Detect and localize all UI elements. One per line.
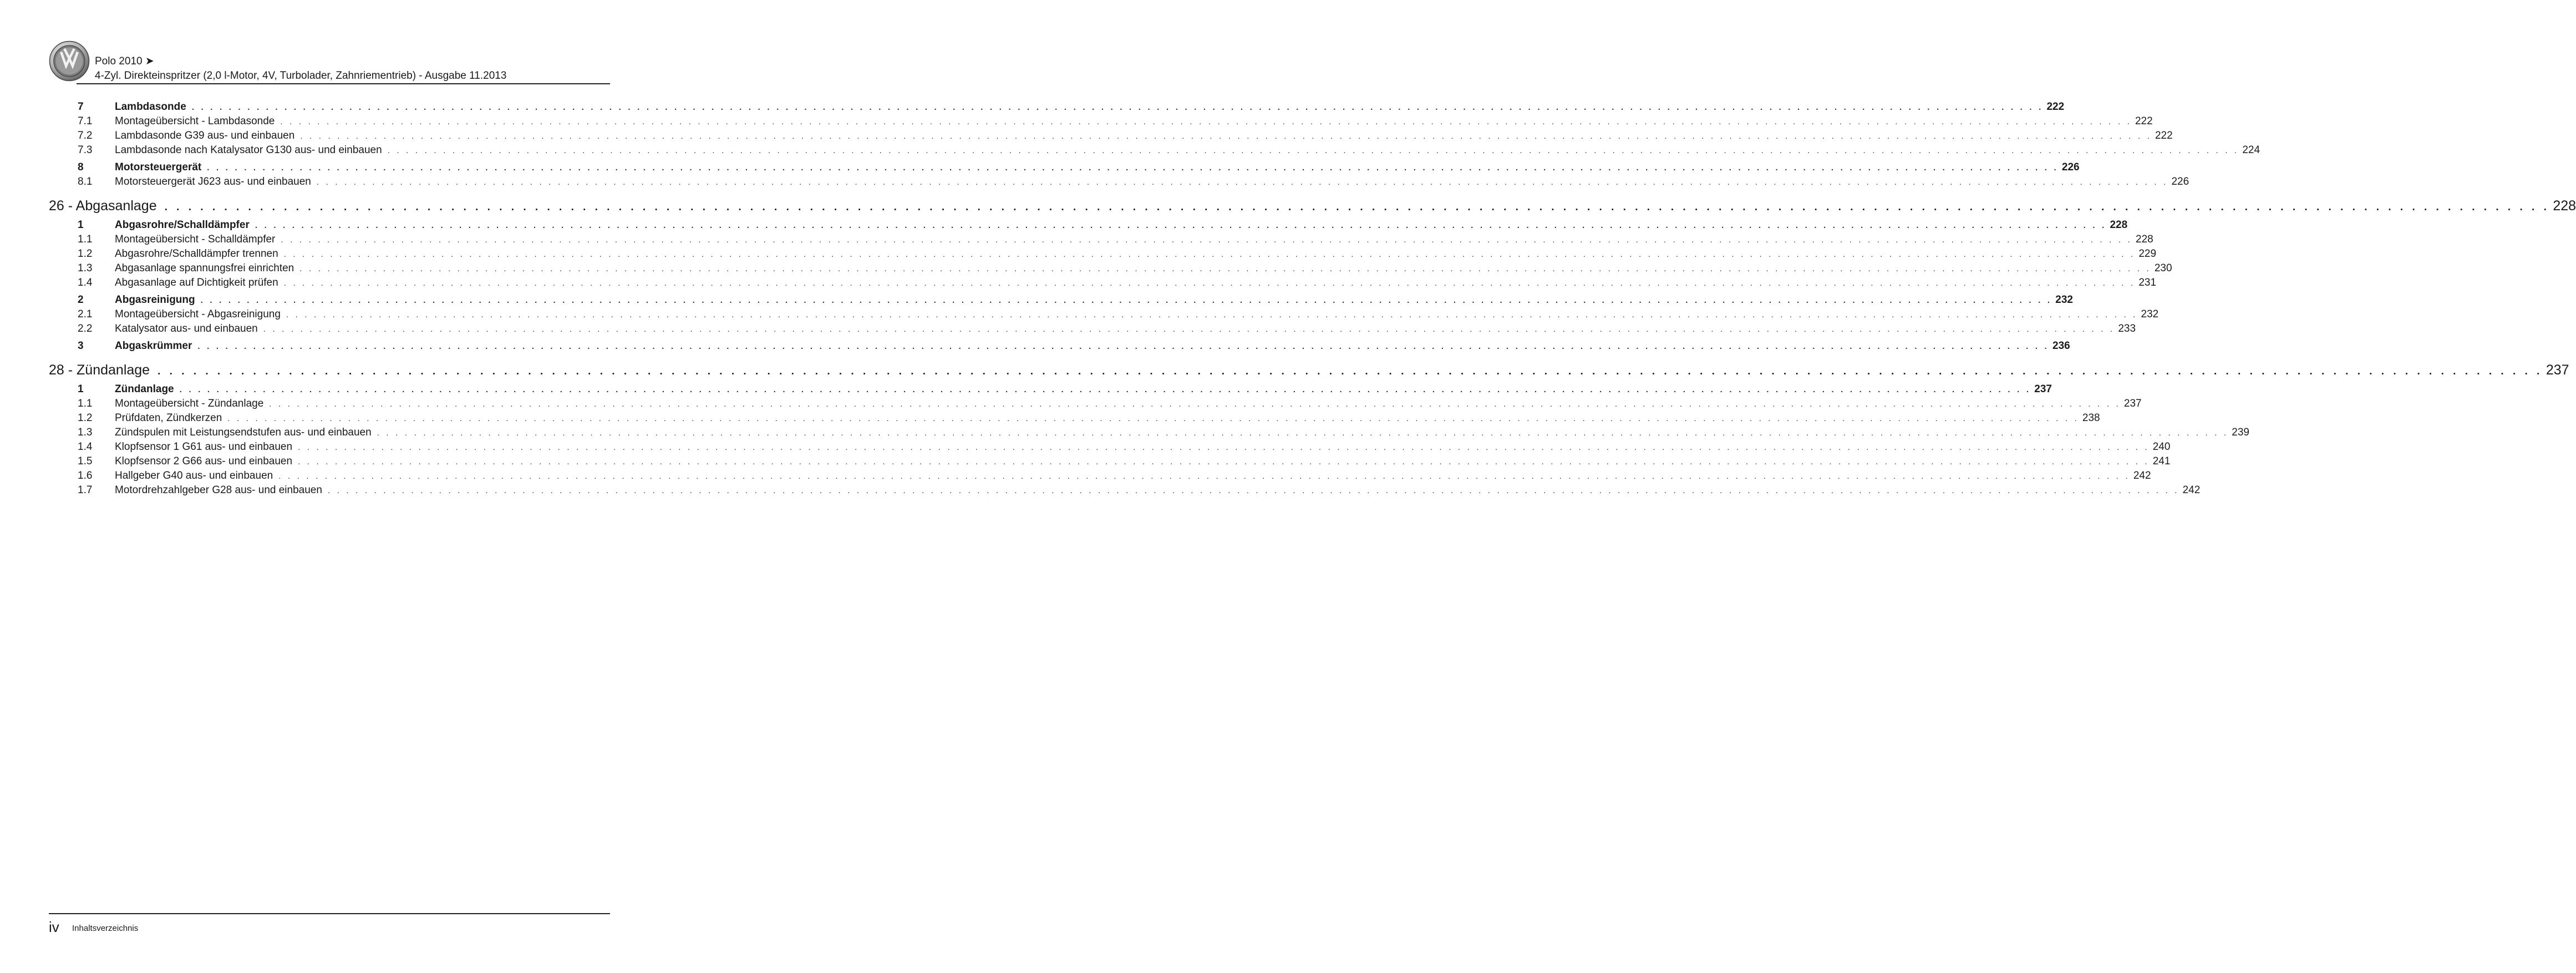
toc-title: Zündspulen mit Leistungsendstufen aus- und einbauen [115, 427, 372, 438]
toc-number: 1.6 [78, 470, 93, 482]
toc-leader: . . . . . . . . . . . . . . . . . . . . . . . . . . . . . . . . . . . . . . . . . . . . . . . . . . . . . . . . . . . . . . . . . . . . . . . . . . . . . . . . . . . . . . . . . . . . . . . . . . . . . . . . . . . . . . . . . . . . . . . . . . . . . . . . . . . . . . . . . . . . . . . . . . . . . . . . . . . . . . . . . . . . . . . . . . . . . . . . . . . . . . . . . . . . . . . . . . . . . . . . [298, 457, 2150, 467]
toc-leader: . . . . . . . . . . . . . . . . . . . . . . . . . . . . . . . . . . . . . . . . . . . . . . . . . . . . . . . . . . . . . . . . . . . . . . . . . . . . . . . . . . . . . . . . . . . . . . . . . . . . . . . . . . . . . . . . . . . . . . . . . . . . . . . . . . . . . . . . . . . . . . . . . . . . . . . . . . . . . . . . . . . . . . . . . . . . . . . . . . . . . . . . . . . . . . . . . . . . . . . . [197, 342, 2050, 351]
toc-number: 2.2 [78, 323, 93, 335]
toc-leader: . . . . . . . . . . . . . . . . . . . . . . . . . . . . . . . . . . . . . . . . . . . . . . . . . . . . . . . . . . . . . . . . . . . . . . . . . . . . . . . . . . . . . . . . . . . . . . . . . . . . . . . . . . . . . . . . . . . . . . . . . . . . . . . . . . . . . . . . . . . . . . . . . . . . . . . . . . . . . . . . . . . . . . . . . . . . . . . . . . . . . . . . . . . . . . . . . . . . . . . . [227, 414, 2079, 423]
toc-entry[interactable] [49, 276, 2157, 290]
toc-section[interactable] [49, 339, 2070, 353]
toc-number: 1.1 [78, 398, 93, 409]
toc-page-number: 228 [2553, 198, 2576, 214]
footer-label: Inhaltsverzeichnis [72, 924, 139, 933]
toc-title: Zündanlage [115, 383, 174, 395]
toc-title: Abgasreinigung [115, 294, 195, 306]
toc-page-number: 228 [2136, 234, 2153, 245]
toc-number: 2.1 [78, 308, 93, 320]
toc-title: Abgasanlage spannungsfrei einrichten [115, 262, 294, 274]
toc-number: 1.2 [78, 248, 93, 260]
header-subtitle: 4-Zyl. Direkteinspritzer (2,0 l-Motor, 4V, Turbolader, Zahnriementrieb) - Ausgabe 11.2013 [95, 70, 507, 82]
toc-page-number: 237 [2123, 398, 2142, 409]
toc-page-number: 229 [2138, 248, 2157, 260]
toc-entry[interactable] [49, 261, 2172, 276]
toc-title: Hallgeber G40 aus- und einbauen [115, 470, 273, 482]
toc-number: 7.1 [78, 115, 93, 127]
toc-title: Abgasanlage auf Dichtigkeit prüfen [115, 277, 278, 288]
toc-page-number: 237 [2034, 383, 2052, 395]
toc-page-number: 237 [2545, 362, 2569, 378]
toc-title: Klopfsensor 2 G66 aus- und einbauen [115, 455, 293, 467]
toc-section[interactable] [49, 382, 2052, 397]
toc-leader: . . . . . . . . . . . . . . . . . . . . . . . . . . . . . . . . . . . . . . . . . . . . . . . . . . . . . . . . . . . . . . . . . . . . . . . . . . . . . . . . . . . . . . . . . . . . . . . . . . . . . . . . . . . . . . . . . . . . . . . . . . . . . . . . . . . . . . . . . . . . . . . . . . . . . . . . . . . . . . . . . . . . . . . . . . . . . . . . . . . . . . . . . . . . . . . . . . . . . . . . [280, 117, 2132, 126]
toc-number: 8 [78, 161, 84, 173]
toc-entry[interactable] [49, 397, 2142, 411]
toc-leader: . . . . . . . . . . . . . . . . . . . . . . . . . . . . . . . . . . . . . . . . . . . . . . . . . . . . . . . . . . . . . . . . . . . . . . . . . . . . . . . . . . . . . . . . . . . . . . . . . . . . . . . . . . . . . . . . . . . . . . . . . . . . . . . . . . . . . . . . . . . . . . . . . . . . . . . . . . . . . . . . . . . . . . . . . . . . . . . . . . . . . . . . . . . . . . . . . . . . . . . . [164, 201, 2550, 213]
toc-page-number: 236 [2052, 340, 2070, 352]
toc-title: Lambdasonde G39 aus- und einbauen [115, 130, 295, 141]
toc-section[interactable] [49, 160, 2080, 175]
toc-leader: . . . . . . . . . . . . . . . . . . . . . . . . . . . . . . . . . . . . . . . . . . . . . . . . . . . . . . . . . . . . . . . . . . . . . . . . . . . . . . . . . . . . . . . . . . . . . . . . . . . . . . . . . . . . . . . . . . . . . . . . . . . . . . . . . . . . . . . . . . . . . . . . . . . . . . . . . . . . . . . . . . . . . . . . . . . . . . . . . . . . . . . . . . . . . . . . . . . . . . . . [207, 163, 2059, 173]
toc-page-number: 222 [2155, 130, 2173, 141]
toc-title: Motorsteuergerät [115, 161, 202, 173]
header-model: Polo 2010 ➤ [95, 55, 154, 67]
toc-section[interactable] [49, 293, 2073, 307]
toc-entry[interactable] [49, 175, 2189, 189]
toc-title: Montageübersicht - Zündanlage [115, 398, 264, 409]
toc-page-number: 232 [2141, 308, 2159, 320]
toc-page-number: 241 [2152, 455, 2171, 467]
toc-number: 1.4 [78, 441, 93, 453]
toc-title: Klopfsensor 1 G61 aus- und einbauen [115, 441, 293, 453]
toc-leader: . . . . . . . . . . . . . . . . . . . . . . . . . . . . . . . . . . . . . . . . . . . . . . . . . . . . . . . . . . . . . . . . . . . . . . . . . . . . . . . . . . . . . . . . . . . . . . . . . . . . . . . . . . . . . . . . . . . . . . . . . . . . . . . . . . . . . . . . . . . . . . . . . . . . . . . . . . . . . . . . . . . . . . . . . . . . . . . . . . . . . . . . . . . . . . . . . . . . . . . . [300, 131, 2152, 141]
toc-leader: . . . . . . . . . . . . . . . . . . . . . . . . . . . . . . . . . . . . . . . . . . . . . . . . . . . . . . . . . . . . . . . . . . . . . . . . . . . . . . . . . . . . . . . . . . . . . . . . . . . . . . . . . . . . . . . . . . . . . . . . . . . . . . . . . . . . . . . . . . . . . . . . . . . . . . . . . . . . . . . . . . . . . . . . . . . . . . . . . . . . . . . . . . . . . . . . . . . . . . . . [281, 235, 2132, 245]
toc-entry[interactable] [49, 411, 2100, 425]
toc-title: Montageübersicht - Lambdasonde [115, 115, 275, 127]
toc-page-number: 239 [2232, 427, 2249, 438]
header-divider [77, 83, 610, 84]
toc-leader: . . . . . . . . . . . . . . . . . . . . . . . . . . . . . . . . . . . . . . . . . . . . . . . . . . . . . . . . . . . . . . . . . . . . . . . . . . . . . . . . . . . . . . . . . . . . . . . . . . . . . . . . . . . . . . . . . . . . . . . . . . . . . . . . . . . . . . . . . . . . . . . . . . . . . . . . . . . . . . . . . . . . . . . . . . . . . . . . . . . . . . . . . . . . . . . . . . . . . . . . [200, 296, 2052, 305]
toc-number: 1.3 [78, 427, 93, 438]
page-header [49, 39, 610, 84]
toc-page-number: 226 [2061, 161, 2080, 173]
toc-title: Montageübersicht - Abgasreinigung [115, 308, 281, 320]
toc-leader: . . . . . . . . . . . . . . . . . . . . . . . . . . . . . . . . . . . . . . . . . . . . . . . . . . . . . . . . . . . . . . . . . . . . . . . . . . . . . . . . . . . . . . . . . . . . . . . . . . . . . . . . . . . . . . . . . . . . . . . . . . . . . . . . . . . . . . . . . . . . . . . . . . . . . . . . . . . . . . . . . . . . . . . . . . . . . . . . . . . . . . . . . . . . . . . . . . . . . . . . [255, 221, 2107, 230]
toc-number: 1.3 [78, 262, 93, 274]
toc-section[interactable] [49, 218, 2128, 232]
toc-title: Montageübersicht - Schalldämpfer [115, 234, 276, 245]
toc-page-number: 232 [2055, 294, 2073, 306]
toc-page-number: 233 [2118, 323, 2136, 335]
toc-leader: . . . . . . . . . . . . . . . . . . . . . . . . . . . . . . . . . . . . . . . . . . . . . . . . . . . . . . . . . . . . . . . . . . . . . . . . . . . . . . . . . . . . . . . . . . . . . . . . . . . . . . . . . . . . . . . . . . . . . . . . . . . . . . . . . . . . . . . . . . . . . . . . . . . . . . . . . . . . . . . . . . . . . . . . . . . . . . . . . . . . . . . . . . . . . . . . . . . . . . . . [179, 385, 2031, 394]
toc-number: 1.1 [78, 234, 93, 245]
toc-leader: . . . . . . . . . . . . . . . . . . . . . . . . . . . . . . . . . . . . . . . . . . . . . . . . . . . . . . . . . . . . . . . . . . . . . . . . . . . . . . . . . . . . . . . . . . . . . . . . . . . . . . . . . . . . . . . . . . . . . . . . . . . . . . . . . . . . . . . . . . . . . . . . . . . . . . . . . . . . . . . . . . . . . . . . . . . . . . . . . . . . . . . . . . . . . . . . . . . . . . . . [327, 486, 2179, 495]
toc-leader: . . . . . . . . . . . . . . . . . . . . . . . . . . . . . . . . . . . . . . . . . . . . . . . . . . . . . . . . . . . . . . . . . . . . . . . . . . . . . . . . . . . . . . . . . . . . . . . . . . . . . . . . . . . . . . . . . . . . . . . . . . . . . . . . . . . . . . . . . . . . . . . . . . . . . . . . . . . . . . . . . . . . . . . . . . . . . . . . . . . . . . . . . . . . . . . . . . . . . . . . [283, 278, 2136, 288]
toc-title: Abgasrohre/Schalldämpfer trennen [115, 248, 278, 260]
toc-leader: . . . . . . . . . . . . . . . . . . . . . . . . . . . . . . . . . . . . . . . . . . . . . . . . . . . . . . . . . . . . . . . . . . . . . . . . . . . . . . . . . . . . . . . . . . . . . . . . . . . . . . . . . . . . . . . . . . . . . . . . . . . . . . . . . . . . . . . . . . . . . . . . . . . . . . . . . . . . . . . . . . . . . . . . . . . . . . . . . . . . . . . . . . . . . . . . . . . . . . . . [286, 310, 2138, 320]
toc-title: Katalysator aus- und einbauen [115, 323, 258, 335]
toc-entry[interactable] [49, 143, 2260, 158]
toc-title: Abgasrohre/Schalldämpfer [115, 219, 250, 231]
toc-title: Lambdasonde [115, 101, 186, 113]
toc-number: 1.5 [78, 455, 93, 467]
toc-title: 26 - Abgasanlage [49, 198, 157, 214]
toc-leader: . . . . . . . . . . . . . . . . . . . . . . . . . . . . . . . . . . . . . . . . . . . . . . . . . . . . . . . . . . . . . . . . . . . . . . . . . . . . . . . . . . . . . . . . . . . . . . . . . . . . . . . . . . . . . . . . . . . . . . . . . . . . . . . . . . . . . . . . . . . . . . . . . . . . . . . . . . . . . . . . . . . . . . . . . . . . . . . . . . . . . . . . . . . . . . . . . . . . . . . . [387, 146, 2239, 155]
toc-page-number: 222 [2135, 115, 2153, 127]
toc-entry[interactable] [49, 454, 2171, 469]
toc-page-number: 242 [2133, 470, 2151, 482]
toc-leader: . . . . . . . . . . . . . . . . . . . . . . . . . . . . . . . . . . . . . . . . . . . . . . . . . . . . . . . . . . . . . . . . . . . . . . . . . . . . . . . . . . . . . . . . . . . . . . . . . . . . . . . . . . . . . . . . . . . . . . . . . . . . . . . . . . . . . . . . . . . . . . . . . . . . . . . . . . . . . . . . . . . . . . . . . . . . . . . . . . . . . . . . . . . . . . . . . . . . . . . . [191, 103, 2044, 112]
toc-number: 1 [78, 383, 84, 395]
toc-number: 2 [78, 294, 84, 306]
toc-number: 8.1 [78, 176, 93, 187]
toc-number: 1.7 [78, 484, 93, 496]
toc-number: 1 [78, 219, 84, 231]
toc-title: Motordrehzahlgeber G28 aus- und einbauen [115, 484, 322, 496]
toc-number: 7 [78, 101, 84, 113]
toc-leader: . . . . . . . . . . . . . . . . . . . . . . . . . . . . . . . . . . . . . . . . . . . . . . . . . . . . . . . . . . . . . . . . . . . . . . . . . . . . . . . . . . . . . . . . . . . . . . . . . . . . . . . . . . . . . . . . . . . . . . . . . . . . . . . . . . . . . . . . . . . . . . . . . . . . . . . . . . . . . . . . . . . . . . . . . . . . . . . . . . . . . . . . . . . . . . . . . . . . . . . . [269, 399, 2121, 409]
toc-leader: . . . . . . . . . . . . . . . . . . . . . . . . . . . . . . . . . . . . . . . . . . . . . . . . . . . . . . . . . . . . . . . . . . . . . . . . . . . . . . . . . . . . . . . . . . . . . . . . . . . . . . . . . . . . . . . . . . . . . . . . . . . . . . . . . . . . . . . . . . . . . . . . . . . . . . . . . . . . . . . . . . . . . . . . . . . . . . . . . . . . . . . . . . . . . . . . . . . . . . . . [263, 325, 2115, 334]
footer-page-number: iv [49, 919, 59, 935]
toc-title: Abgaskrümmer [115, 340, 192, 352]
toc-entry[interactable] [49, 114, 2153, 129]
toc-number: 7.2 [78, 130, 93, 141]
toc-leader: . . . . . . . . . . . . . . . . . . . . . . . . . . . . . . . . . . . . . . . . . . . . . . . . . . . . . . . . . . . . . . . . . . . . . . . . . . . . . . . . . . . . . . . . . . . . . . . . . . . . . . . . . . . . . . . . . . . . . . . . . . . . . . . . . . . . . . . . . . . . . . . . . . . . . . . . . . . . . . . . . . . . . . . . . . . . . . . . . . . . . . . . . . . . . . . . . . . . . . . . [157, 366, 2543, 377]
toc-leader: . . . . . . . . . . . . . . . . . . . . . . . . . . . . . . . . . . . . . . . . . . . . . . . . . . . . . . . . . . . . . . . . . . . . . . . . . . . . . . . . . . . . . . . . . . . . . . . . . . . . . . . . . . . . . . . . . . . . . . . . . . . . . . . . . . . . . . . . . . . . . . . . . . . . . . . . . . . . . . . . . . . . . . . . . . . . . . . . . . . . . . . . . . . . . . . . . . . . . . . . [377, 428, 2229, 438]
toc-leader: . . . . . . . . . . . . . . . . . . . . . . . . . . . . . . . . . . . . . . . . . . . . . . . . . . . . . . . . . . . . . . . . . . . . . . . . . . . . . . . . . . . . . . . . . . . . . . . . . . . . . . . . . . . . . . . . . . . . . . . . . . . . . . . . . . . . . . . . . . . . . . . . . . . . . . . . . . . . . . . . . . . . . . . . . . . . . . . . . . . . . . . . . . . . . . . . . . . . . . . . [299, 264, 2151, 273]
toc-leader: . . . . . . . . . . . . . . . . . . . . . . . . . . . . . . . . . . . . . . . . . . . . . . . . . . . . . . . . . . . . . . . . . . . . . . . . . . . . . . . . . . . . . . . . . . . . . . . . . . . . . . . . . . . . . . . . . . . . . . . . . . . . . . . . . . . . . . . . . . . . . . . . . . . . . . . . . . . . . . . . . . . . . . . . . . . . . . . . . . . . . . . . . . . . . . . . . . . . . . . . [298, 443, 2150, 452]
toc-chapter[interactable] [49, 196, 2576, 215]
toc-number: 1.2 [78, 412, 93, 424]
toc-page-number: 242 [2182, 484, 2201, 496]
vw-logo-icon [49, 40, 90, 82]
toc-page-number: 240 [2152, 441, 2171, 453]
toc-number: 1.4 [78, 277, 93, 288]
table-of-contents [49, 100, 2576, 498]
toc-entry[interactable] [49, 440, 2171, 454]
toc-page-number: 224 [2242, 144, 2260, 156]
toc-entry[interactable] [49, 232, 2153, 247]
toc-leader: . . . . . . . . . . . . . . . . . . . . . . . . . . . . . . . . . . . . . . . . . . . . . . . . . . . . . . . . . . . . . . . . . . . . . . . . . . . . . . . . . . . . . . . . . . . . . . . . . . . . . . . . . . . . . . . . . . . . . . . . . . . . . . . . . . . . . . . . . . . . . . . . . . . . . . . . . . . . . . . . . . . . . . . . . . . . . . . . . . . . . . . . . . . . . . . . . . . . . . . . [283, 250, 2136, 259]
toc-page-number: 238 [2082, 412, 2100, 424]
toc-page-number: 222 [2046, 101, 2065, 113]
toc-page-number: 231 [2138, 277, 2157, 288]
toc-page-number: 226 [2171, 176, 2189, 187]
toc-entry[interactable] [49, 322, 2136, 336]
toc-entry[interactable] [49, 483, 2201, 498]
toc-number: 7.3 [78, 144, 93, 156]
toc-entry[interactable] [49, 425, 2249, 440]
toc-number: 3 [78, 340, 84, 352]
toc-entry[interactable] [49, 307, 2159, 322]
footer-divider [49, 913, 610, 914]
toc-leader: . . . . . . . . . . . . . . . . . . . . . . . . . . . . . . . . . . . . . . . . . . . . . . . . . . . . . . . . . . . . . . . . . . . . . . . . . . . . . . . . . . . . . . . . . . . . . . . . . . . . . . . . . . . . . . . . . . . . . . . . . . . . . . . . . . . . . . . . . . . . . . . . . . . . . . . . . . . . . . . . . . . . . . . . . . . . . . . . . . . . . . . . . . . . . . . . . . . . . . . . [278, 472, 2130, 481]
toc-entry[interactable] [49, 247, 2157, 261]
toc-title: Prüfdaten, Zündkerzen [115, 412, 222, 424]
toc-section[interactable] [49, 100, 2065, 114]
toc-chapter[interactable] [49, 361, 2569, 379]
toc-title: 28 - Zündanlage [49, 362, 150, 378]
toc-page-number: 230 [2154, 262, 2172, 274]
toc-page-number: 228 [2110, 219, 2128, 231]
toc-leader: . . . . . . . . . . . . . . . . . . . . . . . . . . . . . . . . . . . . . . . . . . . . . . . . . . . . . . . . . . . . . . . . . . . . . . . . . . . . . . . . . . . . . . . . . . . . . . . . . . . . . . . . . . . . . . . . . . . . . . . . . . . . . . . . . . . . . . . . . . . . . . . . . . . . . . . . . . . . . . . . . . . . . . . . . . . . . . . . . . . . . . . . . . . . . . . . . . . . . . . . [316, 178, 2168, 187]
toc-title: Lambdasonde nach Katalysator G130 aus- und einbauen [115, 144, 382, 156]
toc-entry[interactable] [49, 469, 2151, 483]
toc-entry[interactable] [49, 129, 2173, 143]
toc-title: Motorsteuergerät J623 aus- und einbauen [115, 176, 311, 187]
